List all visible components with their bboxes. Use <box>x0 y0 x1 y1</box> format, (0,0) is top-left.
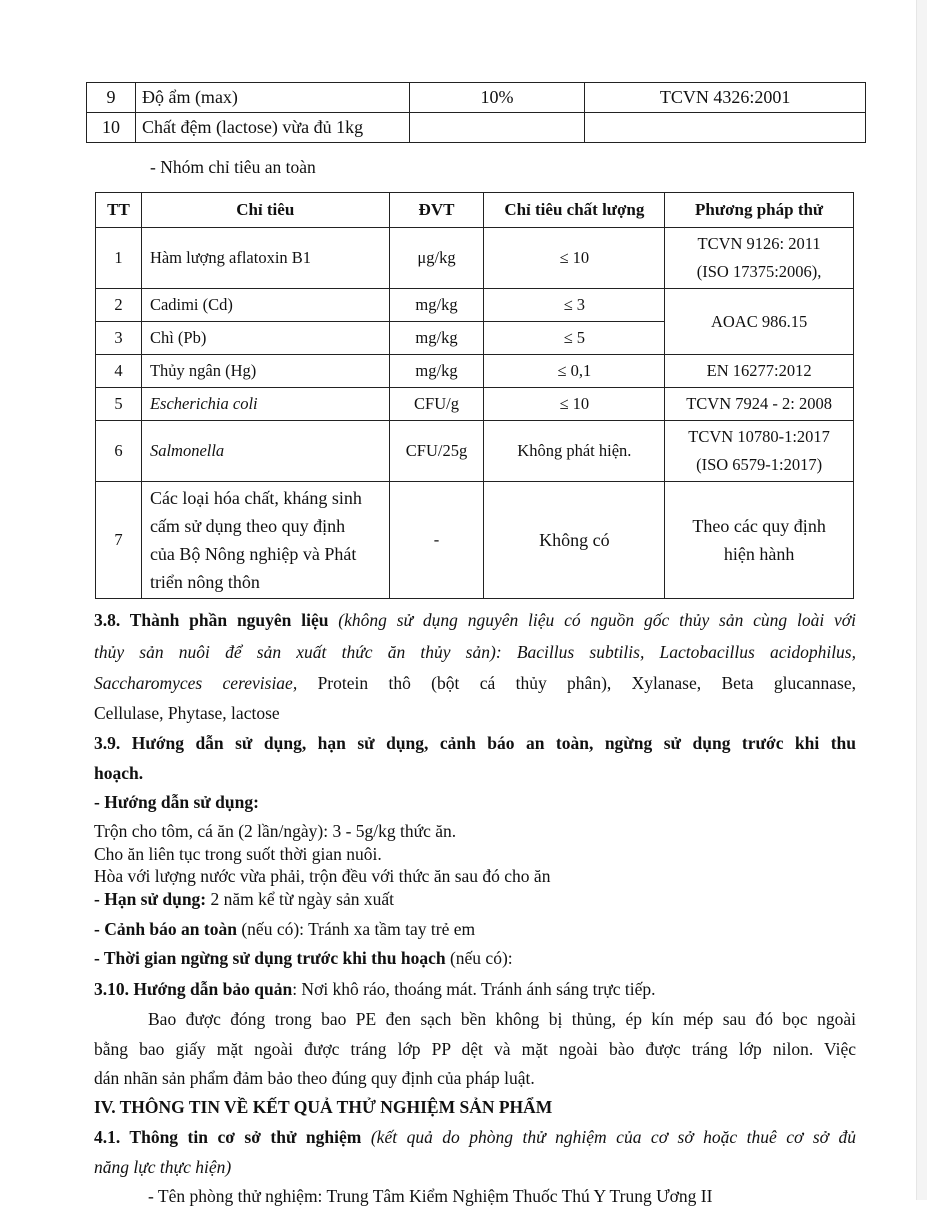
section-3-8-note: (không sử dụng nguyên liệu có nguồn gốc thủy sản cùng loài với <box>338 610 857 630</box>
limit: ≤ 10 <box>484 228 665 289</box>
unit: CFU/25g <box>389 421 484 482</box>
packaging-line: dán nhãn sản phẩm đảm bảo theo đúng quy định của pháp luật. <box>94 1068 535 1088</box>
row-number: 1 <box>96 228 142 289</box>
method-line: (ISO 17375:2006), <box>696 262 822 281</box>
criterion-line: cấm sử dụng theo quy định <box>149 516 346 536</box>
method-line: (ISO 6579-1:2017) <box>696 455 823 474</box>
usage-heading: - Hướng dẫn sử dụng: <box>94 792 259 812</box>
header-unit: ĐVT <box>389 193 484 228</box>
method-line: TCVN 10780-1:2017 <box>688 427 830 446</box>
section-4-1-note: (kết quả do phòng thử nghiệm của cơ sở hoặc thuê cơ sở đủ <box>370 1127 857 1147</box>
limit: ≤ 10 <box>484 388 665 421</box>
species-list-cont: Saccharomyces cerevisiae, <box>94 673 298 693</box>
ingredients-cont: Cellulase, Phytase, lactose <box>94 703 280 723</box>
test-method: TCVN 4326:2001 <box>585 83 866 113</box>
page-edge <box>916 0 927 1200</box>
usage-line: Cho ăn liên tục trong suốt thời gian nuôi. <box>94 844 382 864</box>
storage-text: : Nơi khô ráo, thoáng mát. Tránh ánh sáng trực tiếp. <box>292 979 656 999</box>
criterion-name: Độ ẩm (max) <box>135 83 409 113</box>
row-number: 6 <box>96 421 142 482</box>
species-list: Bacillus subtilis, Lactobacillus acidophilus, <box>516 642 856 662</box>
limit: ≤ 0,1 <box>484 355 665 388</box>
section-3-8-line-2 <box>94 642 856 663</box>
section-3-9-heading-cont: hoạch. <box>94 763 144 783</box>
criterion-name <box>141 482 389 599</box>
table-row <box>87 113 866 143</box>
test-method: AOAC 986.15 <box>665 289 854 355</box>
header-method: Phương pháp thử <box>665 193 854 228</box>
section-3-10 <box>94 979 856 1000</box>
packaging-line: bằng bao giấy mặt ngoài được tráng lớp PP dệt và mặt ngoài bào được tráng lớp nilon. Việc <box>94 1039 856 1059</box>
table-row <box>96 289 854 322</box>
safety-criteria-table <box>95 192 854 599</box>
shelf-life-label: - Hạn sử dụng: <box>94 889 207 909</box>
section-iv-title: IV. THÔNG TIN VỀ KẾT QUẢ THỬ NGHIỆM SẢN PHẨM <box>94 1097 553 1117</box>
row-number: 10 <box>87 113 136 143</box>
test-method <box>665 421 854 482</box>
test-method: EN 16277:2012 <box>665 355 854 388</box>
shelf-life-text: 2 năm kể từ ngày sản xuất <box>210 889 394 909</box>
usage-line: Trộn cho tôm, cá ăn (2 lần/ngày): 3 - 5g/kg thức ăn. <box>94 821 457 841</box>
lab-name: - Tên phòng thử nghiệm: Trung Tâm Kiểm Nghiệm Thuốc Thú Y Trung Ương II <box>148 1186 713 1206</box>
section-3-10-heading: 3.10. Hướng dẫn bảo quản <box>94 979 293 999</box>
ingredients: Protein thô (bột cá thủy phân), Xylanase, Beta glucannase, <box>317 673 856 693</box>
limit: Không có <box>484 482 665 599</box>
withdrawal-text: (nếu có): <box>449 948 513 968</box>
criterion-name: Cadimi (Cd) <box>141 289 389 322</box>
row-number: 4 <box>96 355 142 388</box>
unit: μg/kg <box>389 228 484 289</box>
section-3-9-heading: 3.9. Hướng dẫn sử dụng, hạn sử dụng, cảnh báo an toàn, ngừng sử dụng trước khi thu <box>94 733 856 753</box>
section-4-1-note-cont: năng lực thực hiện) <box>94 1157 232 1177</box>
withdrawal-time <box>94 948 856 969</box>
test-method <box>665 228 854 289</box>
section-4-1-line-1 <box>94 1127 856 1148</box>
criterion-value <box>409 113 585 143</box>
section-3-8-heading: 3.8. Thành phần nguyên liệu <box>94 610 329 630</box>
header-tt: TT <box>96 193 142 228</box>
test-method: TCVN 7924 - 2: 2008 <box>665 388 854 421</box>
method-line: TCVN 9126: 2011 <box>697 234 821 253</box>
criterion-line: triển nông thôn <box>149 572 260 592</box>
test-method <box>585 113 866 143</box>
criterion-name: Salmonella <box>141 421 389 482</box>
safety-warning-text: (nếu có): Tránh xa tầm tay trẻ em <box>241 919 476 939</box>
unit: mg/kg <box>389 355 484 388</box>
row-number: 7 <box>96 482 142 599</box>
criterion-value: 10% <box>409 83 585 113</box>
criterion-name: Hàm lượng aflatoxin B1 <box>141 228 389 289</box>
table-header-row <box>96 193 854 228</box>
section-3-8-line-3 <box>94 673 856 694</box>
section-3-8-note-cont: thủy sản nuôi để sản xuất thức ăn thủy sản): <box>94 642 502 662</box>
table-row <box>96 388 854 421</box>
section-4-1-heading: 4.1. Thông tin cơ sở thử nghiệm <box>94 1127 362 1147</box>
safety-warning-label: - Cảnh báo an toàn <box>94 919 237 939</box>
table-row <box>96 421 854 482</box>
criterion-line: Các loại hóa chất, kháng sinh <box>149 488 362 508</box>
unit: CFU/g <box>389 388 484 421</box>
test-method <box>665 482 854 599</box>
row-number: 9 <box>87 83 136 113</box>
table-row <box>96 228 854 289</box>
method-line: hiện hành <box>723 544 795 564</box>
table-row <box>96 355 854 388</box>
table-row <box>87 83 866 113</box>
shelf-life <box>94 889 856 910</box>
criterion-line: của Bộ Nông nghiệp và Phát <box>149 544 357 564</box>
packaging-line: Bao được đóng trong bao PE đen sạch bền không bị thủng, ép kín mép sau đó bọc ngoài <box>148 1009 856 1029</box>
quality-table-continuation <box>86 82 866 143</box>
unit: mg/kg <box>389 289 484 322</box>
table-row <box>96 482 854 599</box>
row-number: 5 <box>96 388 142 421</box>
criterion-name: Thủy ngân (Hg) <box>141 355 389 388</box>
safety-warning <box>94 919 856 940</box>
method-line: Theo các quy định <box>692 516 826 536</box>
criterion-name: Chất đệm (lactose) vừa đủ 1kg <box>135 113 409 143</box>
group-label: - Nhóm chỉ tiêu an toàn <box>150 157 316 177</box>
unit: mg/kg <box>389 322 484 355</box>
withdrawal-label: - Thời gian ngừng sử dụng trước khi thu hoạch <box>94 948 446 968</box>
criterion-name: Chì (Pb) <box>141 322 389 355</box>
limit: ≤ 3 <box>484 289 665 322</box>
limit: ≤ 5 <box>484 322 665 355</box>
header-limit: Chỉ tiêu chất lượng <box>484 193 665 228</box>
section-3-8-line-1 <box>94 610 856 631</box>
unit: - <box>389 482 484 599</box>
header-criterion: Chỉ tiêu <box>141 193 389 228</box>
criterion-name: Escherichia coli <box>141 388 389 421</box>
limit: Không phát hiện. <box>484 421 665 482</box>
usage-line: Hòa với lượng nước vừa phải, trộn đều với thức ăn sau đó cho ăn <box>94 866 551 886</box>
row-number: 2 <box>96 289 142 322</box>
row-number: 3 <box>96 322 142 355</box>
